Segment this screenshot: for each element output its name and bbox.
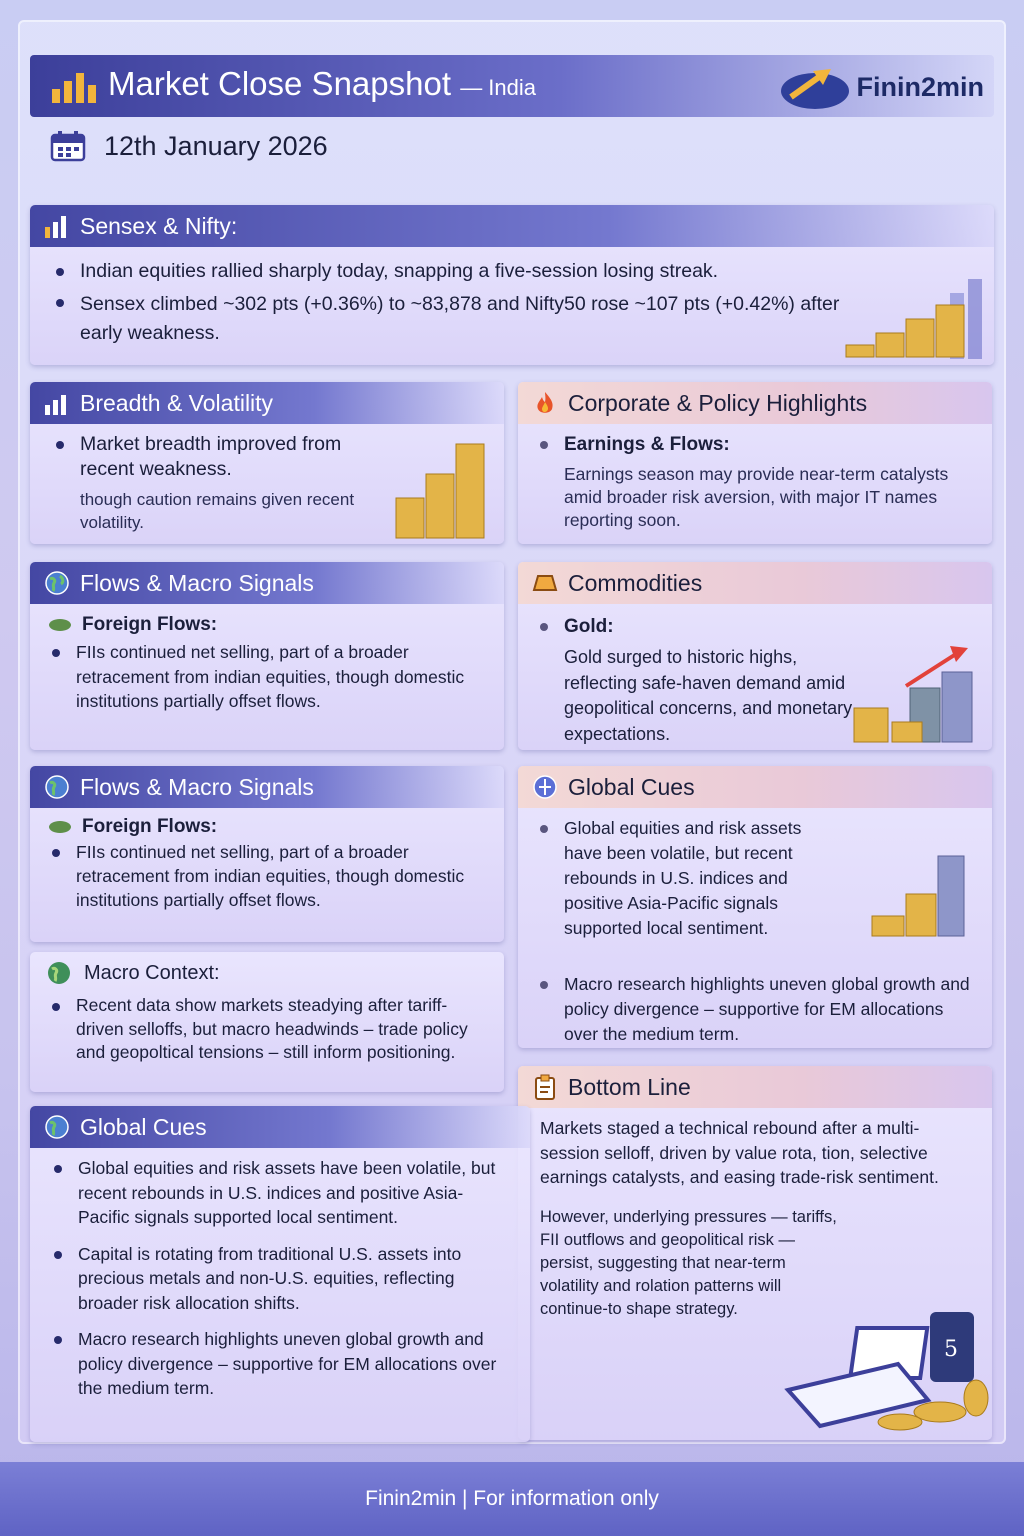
coin-stack-icon bbox=[386, 436, 496, 540]
coin-stack-icon bbox=[846, 626, 986, 746]
subheading: Gold: bbox=[564, 616, 614, 637]
brand-logo bbox=[779, 61, 985, 113]
macro-context-card bbox=[30, 952, 504, 1092]
section-header: Bottom Line bbox=[518, 1066, 992, 1108]
list-item: Macro research highlights uneven global growth and policy divergence – supportive for EM allocations over the medium term. bbox=[536, 972, 972, 1047]
bar-chart-icon bbox=[50, 69, 98, 105]
brand-arrow-icon bbox=[779, 63, 851, 111]
brand-name: Finin2min bbox=[856, 71, 984, 102]
list-item: Market breadth improved from recent weakness. bbox=[52, 432, 370, 482]
section-header: Commodities bbox=[518, 562, 992, 604]
list-item: Macro research highlights uneven global growth and policy divergence – supportive for EM allocations over the medium term. bbox=[50, 1327, 510, 1401]
coin-stack-icon bbox=[840, 271, 990, 361]
gold-bar-icon bbox=[532, 570, 558, 596]
commodities-card bbox=[518, 562, 992, 750]
flows-macro-card-2 bbox=[30, 766, 504, 942]
list-item: Global equities and risk assets have been volatile, but recent rebounds in U.S. indices and positive Asia-Pacific signals supported local sentiment. bbox=[536, 816, 838, 941]
bar-chart-icon bbox=[44, 213, 70, 239]
globe-icon bbox=[44, 774, 70, 800]
calendar-icon bbox=[50, 130, 86, 162]
page-title: Market Close Snapshot — India bbox=[108, 65, 537, 102]
report-date: 12th January 2026 bbox=[104, 130, 328, 161]
list-item bbox=[536, 614, 858, 639]
list-item bbox=[536, 432, 972, 457]
section-header: Sensex & Nifty: bbox=[30, 205, 994, 247]
global-cues-card-right bbox=[518, 766, 992, 1048]
laptop-icon bbox=[780, 1294, 990, 1434]
list-item: Recent data show markets steadying after tariff-driven selloffs, but macro headwinds – trade policy and geopoltical tensions – still inform positioning. bbox=[48, 994, 484, 1065]
commodities-text: Gold surged to historic highs, reflecting safe-haven demand amid geopolitical concerns, and monetary expectations. bbox=[564, 647, 853, 744]
list-item: FIIs continued net selling, part of a broader retracement from indian equities, though domestic institutions partially offset flows. bbox=[48, 840, 484, 912]
bottom-line-card bbox=[518, 1066, 992, 1440]
section-header: Breadth & Volatility bbox=[30, 382, 504, 424]
corporate-policy-card bbox=[518, 382, 992, 544]
footer bbox=[0, 1462, 1024, 1536]
section-header bbox=[30, 952, 504, 986]
bar-chart-icon bbox=[44, 390, 70, 416]
globe-icon bbox=[44, 1114, 70, 1140]
breadth-volatility-card bbox=[30, 382, 504, 544]
badge-number: 5 bbox=[944, 1337, 958, 1362]
subheading: Macro Context: bbox=[84, 961, 220, 984]
subheading: Foreign Flows: bbox=[82, 614, 218, 635]
subheading: Earnings & Flows: bbox=[564, 434, 730, 455]
header-banner bbox=[30, 55, 994, 117]
corporate-text: Earnings season may provide near-term catalysts amid broader risk aversion, with major IT names reporting soon. bbox=[564, 464, 949, 530]
list-item: Sensex climbed ~302 pts (+0.36%) to ~83,878 and Nifty50 rose ~107 pts (+0.42%) after early weakness. bbox=[52, 290, 840, 348]
breadth-note: though caution remains given recent volatility. bbox=[80, 490, 355, 532]
list-item: Capital is rotating from traditional U.S. assets into precious metals and non-U.S. equities, reflecting broader risk allocation shifts. bbox=[50, 1242, 510, 1316]
section-header: Flows & Macro Signals bbox=[30, 562, 504, 604]
sensex-nifty-card bbox=[30, 205, 994, 365]
list-item: Global equities and risk assets have been volatile, but recent rebounds in U.S. indices and positive Asia-Pacific signals supported local sentiment. bbox=[50, 1156, 510, 1230]
section-header: Global Cues bbox=[30, 1106, 530, 1148]
list-item: FIIs continued net selling, part of a broader retracement from indian equities, though domestic institutions partially offset flows. bbox=[48, 640, 484, 714]
section-header: Flows & Macro Signals bbox=[30, 766, 504, 808]
footer-text: Finin2min | For information only bbox=[365, 1487, 659, 1510]
globe-icon bbox=[46, 960, 72, 986]
global-cues-card-left bbox=[30, 1106, 530, 1442]
clipboard-icon bbox=[532, 1074, 558, 1100]
section-header: Corporate & Policy Highlights bbox=[518, 382, 992, 424]
date-row bbox=[50, 130, 328, 162]
coin-icon bbox=[48, 820, 72, 834]
coin-stack-icon bbox=[866, 846, 986, 946]
list-item: Indian equities rallied sharply today, snapping a five-session losing streak. bbox=[52, 259, 840, 284]
section-header: Global Cues bbox=[518, 766, 992, 808]
coin-icon bbox=[48, 618, 72, 632]
fire-icon bbox=[532, 390, 558, 416]
flows-macro-card bbox=[30, 562, 504, 750]
bottom-line-text: Markets staged a technical rebound after a multi-session selloff, driven by value rota, tion, selective earnings catalysts, and easing trade-risk sentiment. bbox=[540, 1118, 939, 1187]
subheading: Foreign Flows: bbox=[82, 816, 218, 837]
bottom-line-text-2: However, underlying pressures — tariffs, FII outflows and geopolitical risk — persist, suggesting that near-term volatility and rolation patterns will continue-to shape strategy. bbox=[540, 1207, 837, 1318]
globe-icon bbox=[532, 774, 558, 800]
globe-icon bbox=[44, 570, 70, 596]
